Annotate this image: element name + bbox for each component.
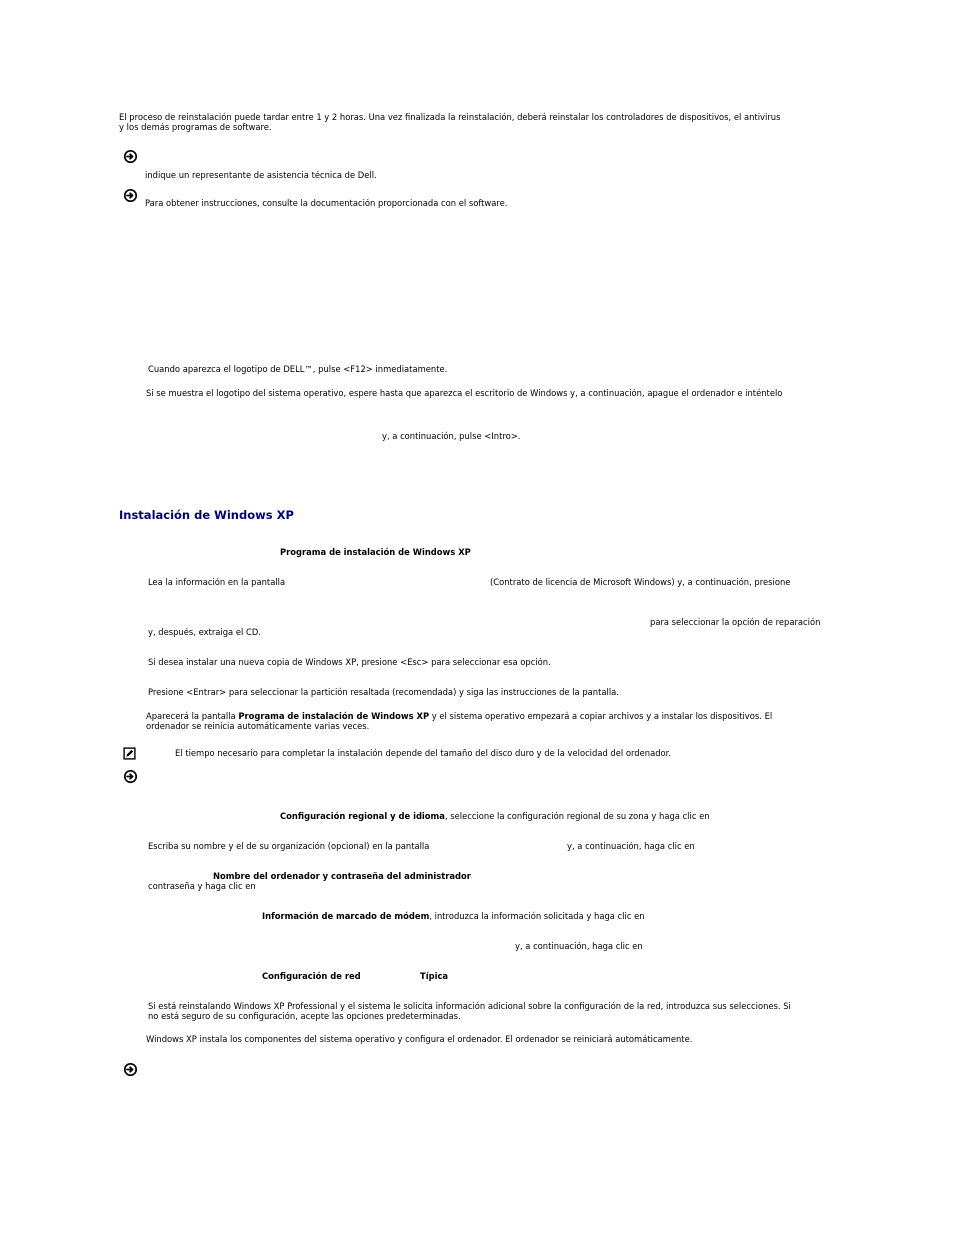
setup-screen-label: Programa de instalación de Windows XP	[280, 547, 471, 557]
admin-step-label: Nombre del ordenador y contraseña del administrador	[213, 871, 471, 881]
license-step-left: Lea la información en la pantalla	[148, 577, 286, 587]
repair-step-cd: y, después, extraiga el CD.	[148, 627, 261, 637]
network-step-label: Configuración de red	[262, 971, 361, 981]
notice-text-1: indique un representante de asistencia técnica de Dell.	[145, 170, 377, 180]
datetime-step: y, a continuación, haga clic en	[515, 941, 643, 951]
name-step-left: Escriba su nombre y el de su organización (opcional) en la pantalla	[148, 841, 430, 851]
dell-logo-step: Cuando aparezca el logotipo de DELL™, pulse <F12> inmediatamente.	[148, 364, 448, 374]
copy-files-line-1: Aparecerá la pantalla Programa de instalación de Windows XP y el sistema operativo empezará a copiar archivos y a instalar los dispositivos. El	[146, 711, 773, 721]
network-typical-label: Típica	[420, 971, 449, 981]
notice-icon	[123, 1062, 138, 1077]
os-logo-step: Si se muestra el logotipo del sistema operativo, espere hasta que aparezca el escritorio de Windows y, a continuación, apague el ordenador e inténtelo	[146, 388, 783, 398]
notice-icon	[123, 149, 138, 164]
regional-step: Configuración regional y de idioma, seleccione la configuración regional de su zona y haga clic en	[280, 811, 710, 821]
name-step-right: y, a continuación, haga clic en	[567, 841, 695, 851]
license-step-right: (Contrato de licencia de Microsoft Windows) y, a continuación, presione	[490, 577, 791, 587]
pro-step-line-2: no está seguro de su configuración, acepte las opciones predeterminadas.	[148, 1011, 461, 1021]
note-pencil-icon	[123, 747, 136, 760]
pro-step-line-1: Si está reinstalando Windows XP Professional y el sistema le solicita información adicional sobre la configuración de la red, introduzca sus selecciones. Si	[148, 1001, 791, 1011]
intro-key-step: y, a continuación, pulse <Intro>.	[382, 431, 521, 441]
notice-text-2: Para obtener instrucciones, consulte la documentación proporcionada con el software.	[145, 198, 508, 208]
intro-line-1: El proceso de reinstalación puede tardar entre 1 y 2 horas. Una vez finalizada la reinstalación, deberá reinstalar los controladores de dispositivos, el antivirus	[119, 112, 781, 122]
notice-icon	[123, 188, 138, 203]
new-copy-step: Si desea instalar una nueva copia de Windows XP, presione <Esc> para seleccionar esa opción.	[148, 657, 551, 667]
modem-step: Información de marcado de módem, introduzca la información solicitada y haga clic en	[262, 911, 645, 921]
section-title: Instalación de Windows XP	[119, 508, 294, 522]
repair-step-right: para seleccionar la opción de reparación	[650, 617, 821, 627]
notice-icon	[123, 769, 138, 784]
partition-step: Presione <Entrar> para seleccionar la partición resaltada (recomendada) y siga las instrucciones de la pantalla.	[148, 687, 619, 697]
note-text: El tiempo necesario para completar la instalación depende del tamaño del disco duro y de la velocidad del ordenador.	[175, 748, 671, 758]
intro-line-2: y los demás programas de software.	[119, 122, 272, 132]
admin-step-line-2: contraseña y haga clic en	[148, 881, 256, 891]
final-step: Windows XP instala los componentes del sistema operativo y configura el ordenador. El ordenador se reiniciará automáticamente.	[146, 1034, 693, 1044]
copy-files-line-2: ordenador se reinicia automáticamente varias veces.	[146, 721, 370, 731]
